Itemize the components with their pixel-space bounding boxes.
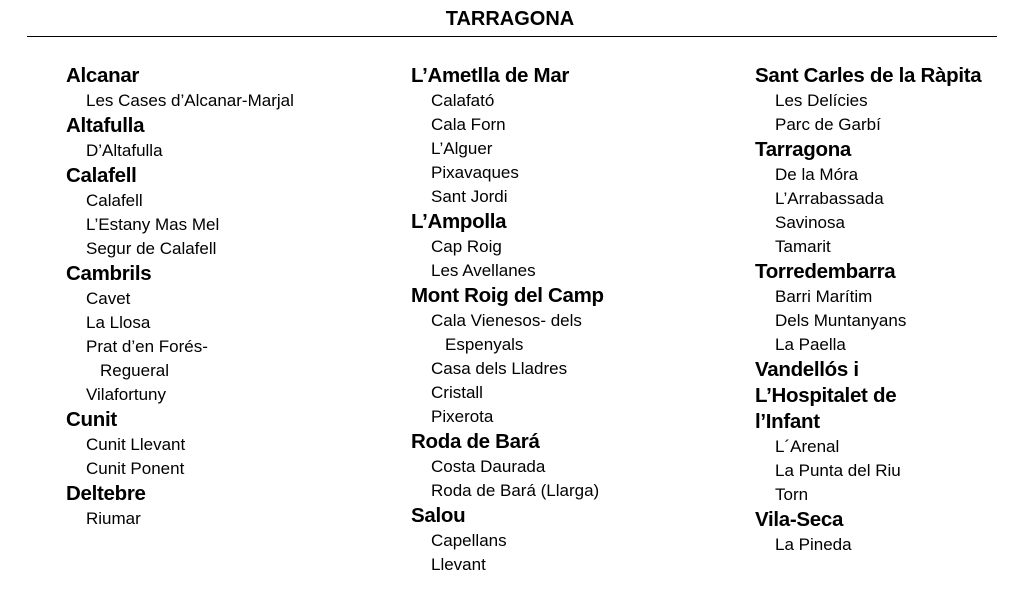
beach-item: Cunit Llevant: [86, 435, 186, 454]
municipality-heading: Cambrils: [66, 262, 152, 285]
municipality-heading: Vila-Seca: [755, 508, 844, 531]
municipality-heading: Alcanar: [66, 64, 140, 87]
beach-item: Cavet: [86, 289, 131, 308]
beach-item: L’Alguer: [431, 139, 493, 158]
municipality-heading: Altafulla: [66, 114, 145, 137]
beach-item: Prat d’en Forés-Regueral: [86, 337, 208, 380]
beach-item: Casa dels Lladres: [431, 359, 568, 378]
beach-item: Dels Muntanyans: [775, 311, 907, 330]
page-title: TARRAGONA: [445, 8, 575, 30]
municipality-heading: Torredembarra: [755, 260, 896, 283]
beach-item: Parc de Garbí: [775, 115, 881, 134]
beach-item: Costa Daurada: [431, 457, 546, 476]
municipality-heading: Sant Carles de la Ràpita: [755, 64, 982, 87]
beach-item: Roda de Bará (Llarga): [431, 481, 600, 500]
column-1: [66, 63, 306, 531]
beach-item: La Pineda: [775, 535, 852, 554]
municipality-heading: L’Ampolla: [411, 210, 507, 233]
beach-item: L’Estany Mas Mel: [86, 215, 220, 234]
beach-item: La Paella: [775, 335, 846, 354]
beach-item: Tamarit: [775, 237, 831, 256]
municipality-heading: Cunit: [66, 408, 117, 431]
beach-item: Barri Marítim: [775, 287, 873, 306]
beach-item: Calafató: [431, 91, 495, 110]
beach-item: Pixavaques: [431, 163, 519, 182]
beach-item: De la Móra: [775, 165, 859, 184]
beach-item: Cala Vienesos- dels Espenyals: [431, 311, 582, 354]
beach-item: Les Cases d’Alcanar-Marjal: [86, 91, 294, 110]
municipality-heading: Roda de Bará: [411, 430, 540, 453]
beach-item: Torn: [775, 485, 809, 504]
beach-item: L´Arenal: [775, 437, 840, 456]
beach-item: La Llosa: [86, 313, 151, 332]
beach-item: Cristall: [431, 383, 483, 402]
beach-item: Les Delícies: [775, 91, 868, 110]
beach-item: D’Altafulla: [86, 141, 163, 160]
beach-item: Savinosa: [775, 213, 845, 232]
beach-item: Calafell: [86, 191, 143, 210]
beach-item: Pixerota: [431, 407, 494, 426]
municipality-heading: Vandellós i L’Hospitalet de l’Infant: [755, 358, 897, 433]
municipality-heading: Salou: [411, 504, 466, 527]
municipality-heading: L’Ametlla de Mar: [411, 64, 570, 87]
municipality-heading: Mont Roig del Camp: [411, 284, 604, 307]
municipality-heading: Deltebre: [66, 482, 146, 505]
beach-item: Cala Forn: [431, 115, 506, 134]
beach-item: L’Arrabassada: [775, 189, 884, 208]
beach-item: Sant Jordi: [431, 187, 508, 206]
title-divider: [27, 36, 997, 37]
beach-item: Cunit Ponent: [86, 459, 185, 478]
beach-item: Cap Roig: [431, 237, 502, 256]
beach-item: Les Avellanes: [431, 261, 536, 280]
column-3: [755, 63, 995, 557]
beach-item: Segur de Calafell: [86, 239, 217, 258]
beach-item: Vilafortuny: [86, 385, 167, 404]
beach-item: Capellans: [431, 531, 507, 550]
column-2: [411, 63, 661, 577]
beach-item: Llevant: [431, 555, 486, 574]
beach-item: La Punta del Riu: [775, 461, 901, 480]
municipality-heading: Calafell: [66, 164, 137, 187]
municipality-heading: Tarragona: [755, 138, 852, 161]
beach-item: Riumar: [86, 509, 141, 528]
